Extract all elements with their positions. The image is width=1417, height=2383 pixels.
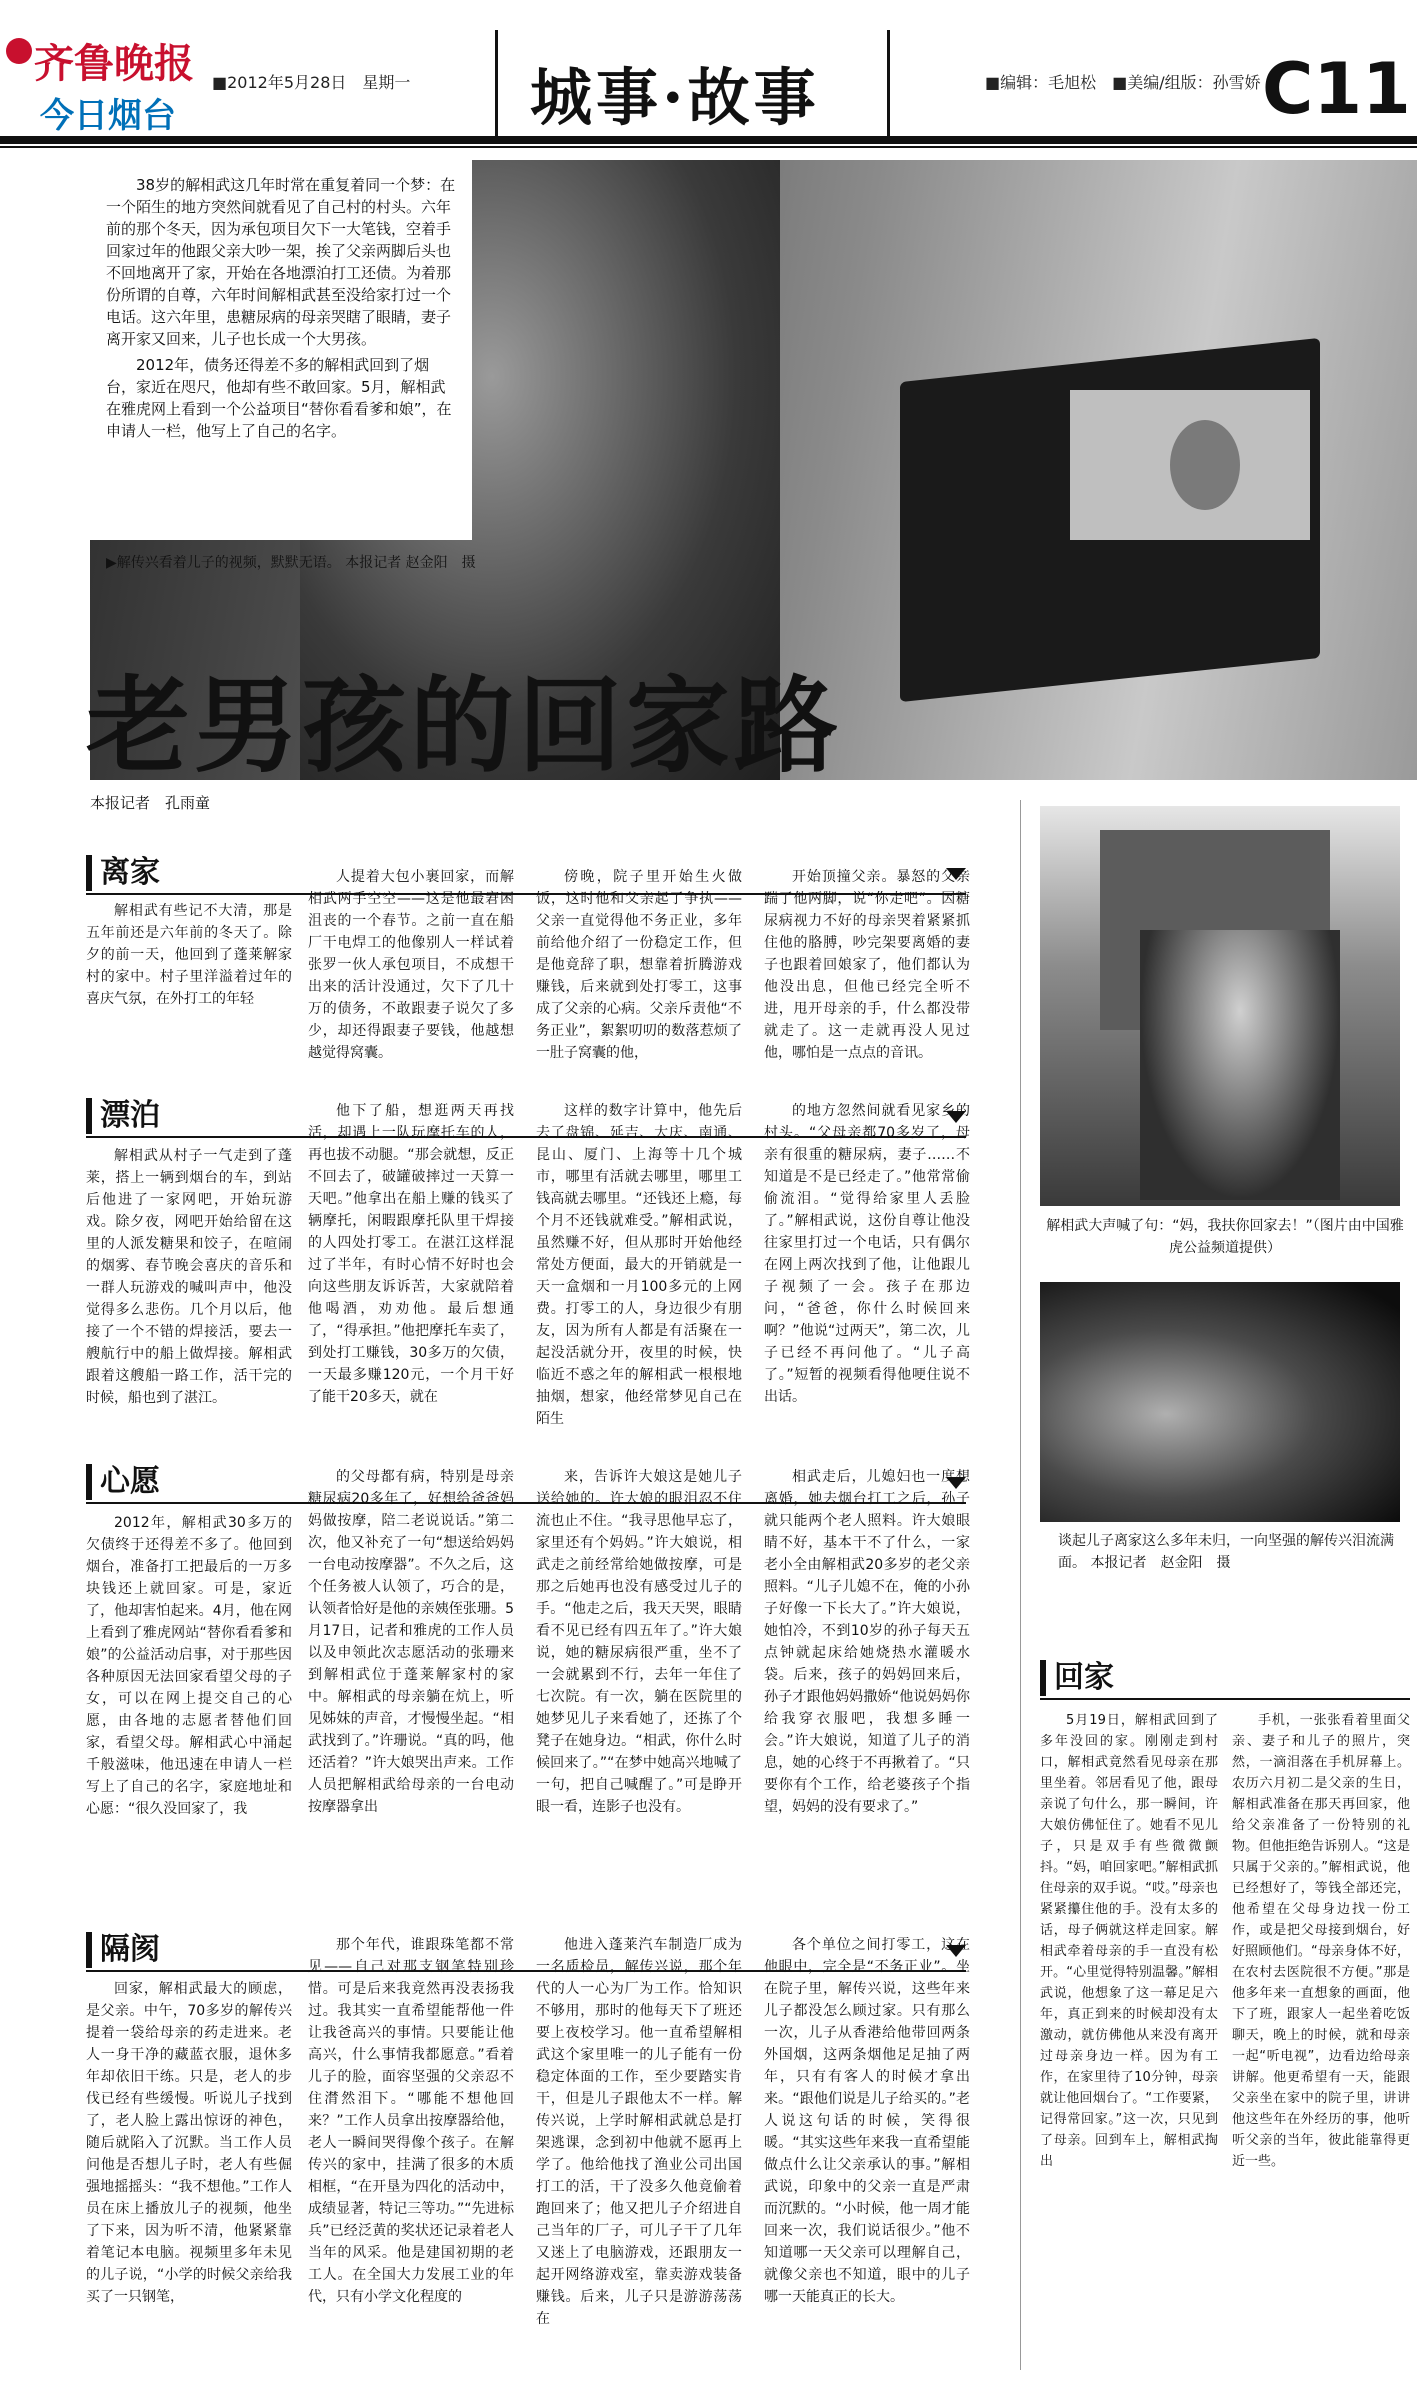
section-heading-xinyuan: 心愿 bbox=[86, 1464, 160, 1500]
section-heading-piaobo: 漂泊 bbox=[86, 1098, 160, 1134]
paragraph: 2012年，解相武30多万的欠债终于还得差不多了。他回到烟台，准备打工把最后的一万多块钱还上就回家。可是，家近了，他却害怕起来。4月，他在网上看到了雅虎网站“替你看看爹和娘”的公益活动启事，对于那些因各种原因无法回家看望父母的子女，可以在网上提交自己的心愿，由各地的志愿者替他们回家，看望父母。解相武心中涌起千般滋味，他迅速在申请人一栏写上了自己的名字，家庭地址和心愿：“很久没回家了，我 bbox=[86, 1515, 292, 1817]
paragraph: 解相武有些记不大清，那是五年前还是六年前的冬天了。除夕的前一天，他回到了蓬莱解家村的家中。村子里洋溢着过年的喜庆气氛，在外打工的年轻 bbox=[86, 903, 292, 1007]
page-number: C11 bbox=[1262, 48, 1411, 130]
text-column bbox=[764, 1100, 970, 1440]
article-headline: 老男孩的回家路 bbox=[86, 665, 843, 787]
paragraph: 他进入蓬莱汽车制造厂成为一名质检员，解传兴说，那个年代的人一心为厂为工作。恰知识不够用，那时的他每天下了班还要上夜校学习。他一直希望解相武这个家里唯一的儿子能有一份稳定体面的工作，至少要踏实肯干，但是儿子跟他太不一样。解传兴说，上学时解相武就总是打架逃课，念到初中他就不愿再上学了。他给他找了渔业公司出国打工的活，干了没多久他竟偷着跑回来了；他又把儿子介绍进自己当年的厂子，可儿子干了几年又迷上了电脑游戏，还跟朋友一起开网络游戏室，靠卖游戏装备赚钱。后来，儿子只是游游荡荡在 bbox=[536, 1937, 742, 2327]
text-column bbox=[536, 1466, 742, 1912]
paragraph: 他下了船，想逛两天再找活，却遇上一队玩摩托车的人，再也拔不动腿。“那会就想，反正不回去了，破罐破摔过一天算一天吧。”他拿出在船上赚的钱买了辆摩托，闲暇跟摩托队里干焊接的人四处打零工。在湛江这样混过了半年，有时心情不好时也会向这些朋友诉诉苦，大家就陪着他喝酒，劝劝他。最后想通了，“得承担。”他把摩托车卖了，到处打工赚钱，30多万的欠债，一天最多赚120元，一个月干好了能干20多天，就在 bbox=[308, 1103, 514, 1405]
hero-photo-caption: ▶解传兴看着儿子的视频，默默无语。 本报记者 赵金阳 摄 bbox=[106, 555, 476, 571]
photo-father-crying bbox=[1040, 1282, 1400, 1522]
text-column bbox=[86, 1978, 292, 2370]
paragraph: 这样的数字计算中，他先后去了盘锦、延吉、大庆、南通、昆山、厦门、上海等十几个城市，哪里有活就去哪里，哪里工钱高就去哪里。“还钱还上瘾，每个月不还钱就难受。”解相武说，虽然赚不好，但从那时开始他经常处方便面，最大的开销就是一天一盒烟和一月100多元的上网费。打零工的人，身边很少有朋友，因为所有人都是有活聚在一起没活就分开，夜里的时候，快临近不惑之年的解相武一根根地抽烟，想家，他经常梦见自己在陌生 bbox=[536, 1103, 742, 1427]
masthead-rule-thin bbox=[0, 146, 1417, 148]
paragraph: 5月19日，解相武回到了多年没回的家。刚刚走到村口，解相武竟然看见母亲在那里坐着。邻居看见了他，跟母亲说了句什么，那一瞬间，许大娘仿佛怔住了。她看不见儿子，只是双手有些微微颤抖。“妈，咱回家吧。”解相武抓住母亲的双手说。“哎。”母亲也紧紧攥住他的手。没有太多的话，母子俩就这样走回家。解相武牵着母亲的手一直没有松开。“心里觉得特别温馨。”解相武说，他想象了这一幕足足六年，真正到来的时候却没有太激动，就仿佛他从来没有离开过母亲身边一样。因为有工作，在家里待了10分钟，母亲就让他回烟台了。“工作要紧，记得常回家。”这一次，只见到了母亲。回到车上，解相武掏出 bbox=[1040, 1713, 1218, 2169]
paragraph: 那个年代，谁跟珠笔都不常见——自己对那支钢笔特别珍惜。可是后来我竟然再没表扬我过。我其实一直希望能帮他一件让我爸高兴的事情。只要能让他高兴，什么事情我都愿意。”看着儿子的脸，面容坚强的父亲忍不住潸然泪下。“哪能不想他回来？”工作人员拿出按摩器给他，老人一瞬间哭得像个孩子。在解传兴的家中，挂满了很多的木质相框，“在开垦为四化的活动中，成绩显著，特记三等功。”“先进标兵”已经泛黄的奖状还记录着老人当年的风采。他是建国初期的老工人。在全国大力发展工业的年代，只有小学文化程度的 bbox=[308, 1937, 514, 2305]
paragraph: 回家，解相武最大的顾虑，是父亲。中午，70多岁的解传兴提着一袋给母亲的药走进来。老人一身干净的藏蓝衣服，退休多年却依旧干练。只是，老人的步伐已经有些缓慢。听说儿子找到了，老人脸上露出惊讶的神色，随后就陷入了沉默。当工作人员问他是否想儿子时，老人有些倔强地摇摇头：“我不想他。”工作人员在床上播放儿子的视频，他坐了下来，因为听不清，他紧紧靠着笔记本电脑。视频里多年未见的儿子说，“小学的时候父亲给我买了一只钢笔， bbox=[86, 1981, 292, 2305]
photo-return-home-people bbox=[1140, 930, 1340, 1200]
text-column bbox=[308, 1100, 514, 1440]
paragraph: 各个单位之间打零工，这在他眼中，完全是“不务正业”。坐在院子里，解传兴说，这些年来儿子都没怎么顾过家。只有那么一次，儿子从香港给他带回两条外国烟，这两条烟他足足抽了两年，只有有客人的时候才拿出来。“跟他们说是儿子给买的。”老人说这句话的时候，笑得很暖。“其实这些年来我一直希望能做点什么让父亲承认的事。”解相武说，印象中的父亲一直是严肃而沉默的。“小时候，他一周才能回来一次，我们说话很少。”他不知道哪一天父亲可以理解自己，就像父亲也不知道，眼中的儿子哪一天能真正的长大。 bbox=[764, 1937, 970, 2305]
paragraph: 的地方忽然间就看见家乡的村头。“父母亲都70多岁了，母亲有很重的糖尿病，妻子……不知道是不是已经走了。”他常常偷偷流泪。“觉得给家里人丢脸了。”解相武说，这份自尊让他没往家里打过一个电话，只有偶尔在网上两次找到了他，让他跟儿子视频了一会。孩子在那边问，“爸爸，你什么时候回来啊？”他说“过两天”，第二次，儿子已经不再问他了。“儿子高了。”短暂的视频看得他哽住说不出话。 bbox=[764, 1103, 970, 1405]
editor-credit: ■编辑：毛旭松 ■美编/组版：孙雪娇 bbox=[985, 73, 1261, 92]
text-column bbox=[764, 1466, 970, 1912]
section-heading-huijia: 回家 bbox=[1040, 1660, 1114, 1696]
paragraph: 来，告诉许大娘这是她儿子送给她的。许大娘的眼泪忍不住流也止不住。“我寻思他早忘了，家里还有个妈妈。”许大娘说，相武走之前经常给她做按摩，可是那之后她再也没有感受过儿子的手。“他走之后，我天天哭，眼睛看不见已经有四五年了。”许大娘说，她的糖尿病很严重，坐不了一会就累到不行，去年一年住了七次院。有一次，躺在医院里的她梦见儿子来看她了，还拣了个凳子在她身边。“相武，你什么时候回来了。”“在梦中她高兴地喊了一句，把自己喊醒了。”可是睁开眼一看，连影子也没有。 bbox=[536, 1469, 742, 1815]
intro-box bbox=[90, 160, 472, 540]
text-column bbox=[764, 1934, 970, 2370]
paragraph: 相武走后，儿媳妇也一度想离婚，她去烟台打工之后，孙子就只能两个老人照料。许大娘眼睛不好，基本干不了什么，一家老小全由解相武20多岁的老父亲照料。“儿子儿媳不在，俺的小孙子好像一下长大了。”许大娘说，她怕冷，不到10岁的孙子每天五点钟就起床给她烧热水灌暖水袋。后来，孩子的妈妈回来后，孙子才跟他妈妈撒娇“他说妈妈你给我穿衣服吧，我想多睡一会。”许大娘说，知道了儿子的消息，她的心终于不再揪着了。“只要你有个工作，给老婆孩子个指望，妈妈的没有要求了。” bbox=[764, 1469, 970, 1815]
edition-name: 今日烟台 bbox=[40, 96, 176, 136]
text-column bbox=[308, 1466, 514, 1912]
column-divider bbox=[1020, 800, 1021, 2370]
paragraph: 傍晚，院子里开始生火做饭，这时他和父亲起了争执——父亲一直觉得他不务正业，多年前给他介绍了一份稳定工作，但是他竟辞了职，想靠着折腾游戏赚钱，后来就到处打零工，这事成了父亲的心病。父亲斥责他“不务正业”，絮絮叨叨的数落惹烦了一肚子窝囊的他， bbox=[536, 869, 742, 1061]
text-column bbox=[86, 1512, 292, 1912]
section-title: 城事·故事 bbox=[530, 61, 820, 134]
hero-photo-son-face bbox=[1170, 420, 1240, 510]
article-byline: 本报记者 孔雨童 bbox=[90, 794, 211, 812]
text-column bbox=[536, 1934, 742, 2370]
photo-father-crying-caption: 谈起儿子离家这么多年未归，一向坚强的解传兴泪流满面。 本报记者 赵金阳 摄 bbox=[1058, 1533, 1394, 1571]
section-rule bbox=[1040, 1698, 1410, 1700]
logo-emblem bbox=[6, 38, 32, 64]
text-column bbox=[1040, 1710, 1218, 2370]
section-heading-gehe: 隔阂 bbox=[86, 1932, 160, 1968]
text-column bbox=[764, 866, 970, 1070]
text-column bbox=[536, 1100, 742, 1440]
intro-paragraph: 2012年，债务还得差不多的解相武回到了烟台，家近在咫尺，他却有些不敢回家。5月，解相武在雅虎网上看到一个公益项目“替你看看爹和娘”，在申请人一栏，他写上了自己的名字。 bbox=[106, 356, 452, 440]
section-heading-lijia: 离家 bbox=[86, 855, 160, 891]
paragraph: 解相武从村子一气走到了蓬莱，搭上一辆到烟台的车，到站后他进了一家网吧，开始玩游戏。除夕夜，网吧开始给留在这里的人派发糖果和饺子，在喧闹的烟雾、春节晚会喜庆的音乐和一群人玩游戏的喊叫声中，他没觉得多么悲伤。几个月以后，他接了一个不错的焊接活，要去一艘航行中的船上做焊接。解相武跟着这艘船一路工作，活干完的时候，船也到了湛江。 bbox=[86, 1148, 292, 1406]
paragraph: 手机，一张张看着里面父亲、妻子和儿子的照片，突然，一滴泪落在手机屏幕上。农历六月初二是父亲的生日，解相武准备在那天再回家，他给父亲准备了一份特别的礼物。但他拒绝告诉别人。“这是只属于父亲的。”解相武说，他已经想好了，等钱全部还完，他希望在父母身边找一份工作，或是把父母接到烟台，好好照顾他们。“母亲身体不好，在农村去医院很不方便。”那是他多年来一直想象的画面，他下了班，跟家人一起坐着吃饭聊天，晚上的时候，就和母亲一起“听电视”，边看边给母亲讲解。他更希望有一天，能跟父亲坐在家中的院子里，讲讲他这些年在外经历的事，他听听父亲的当年，彼此能靠得更近一些。 bbox=[1232, 1713, 1410, 2169]
text-column bbox=[536, 866, 742, 1070]
text-column bbox=[1232, 1710, 1410, 2370]
newspaper-logo: 齐鲁晚报 bbox=[34, 40, 194, 87]
paragraph: 人提着大包小裹回家，而解相武两手空空——这是他最窘困沮丧的一个春节。之前一直在船厂干电焊工的他像别人一样试着张罗一伙人承包项目，不成想干出来的活计没通过，欠下了几十万的债务，不敢跟妻子说欠了多少，却还得跟妻子要钱，他越想越觉得窝囊。 bbox=[308, 869, 514, 1061]
issue-date: ■2012年5月28日 星期一 bbox=[212, 73, 411, 92]
text-column bbox=[86, 1145, 292, 1440]
text-column bbox=[86, 900, 292, 1070]
photo-return-home-caption: 解相武大声喊了句：“妈，我扶你回家去！”（图片由中国雅虎公益频道提供） bbox=[1046, 1218, 1404, 1256]
text-column bbox=[308, 1934, 514, 2370]
paragraph: 的父母都有病，特别是母亲糖尿病20多年了，好想给爸爸妈妈做按摩，陪二老说说话。”第二次，他又补充了一句“想送给妈妈一台电动按摩器”。不久之后，这个任务被人认领了，巧合的是，认领者恰好是他的亲姨侄张珊。5月17日，记者和雅虎的工作人员以及申领此次志愿活动的张珊来到解相武位于蓬莱解家村的家中。解相武的母亲躺在炕上，听见姊妹的声音，才慢慢坐起。“相武找到了。”许珊说。“真的吗，他还活着？”许大娘哭出声来。工作人员把解相武给母亲的一台电动按摩器拿出 bbox=[308, 1469, 514, 1815]
paragraph: 开始顶撞父亲。暴怒的父亲踹了他两脚，说“你走吧”。因糖尿病视力不好的母亲哭着紧紧抓住他的胳膊，吵完架要离婚的妻子也跟着回娘家了，他们都认为他没出息，但他已经完全听不进，甩开母亲的手，什么都没带就走了。这一走就再没人见过他，哪怕是一点点的音讯。 bbox=[764, 869, 970, 1061]
intro-paragraph: 38岁的解相武这几年时常在重复着同一个梦：在一个陌生的地方突然间就看见了自己村的村头。六年前的那个冬天，因为承包项目欠下一大笔钱，空着手回家过年的他跟父亲大吵一架，挨了父亲两脚后头也不回地离开了家，开始在各地漂泊打工还债。为着那份所谓的自尊，六年时间解相武甚至没给家打过一个电话。这六年里，患糖尿病的母亲哭瞎了眼睛，妻子离开家又回来，儿子也长成一个大男孩。 bbox=[106, 176, 456, 348]
text-column bbox=[308, 866, 514, 1070]
masthead-rule bbox=[0, 136, 1417, 144]
